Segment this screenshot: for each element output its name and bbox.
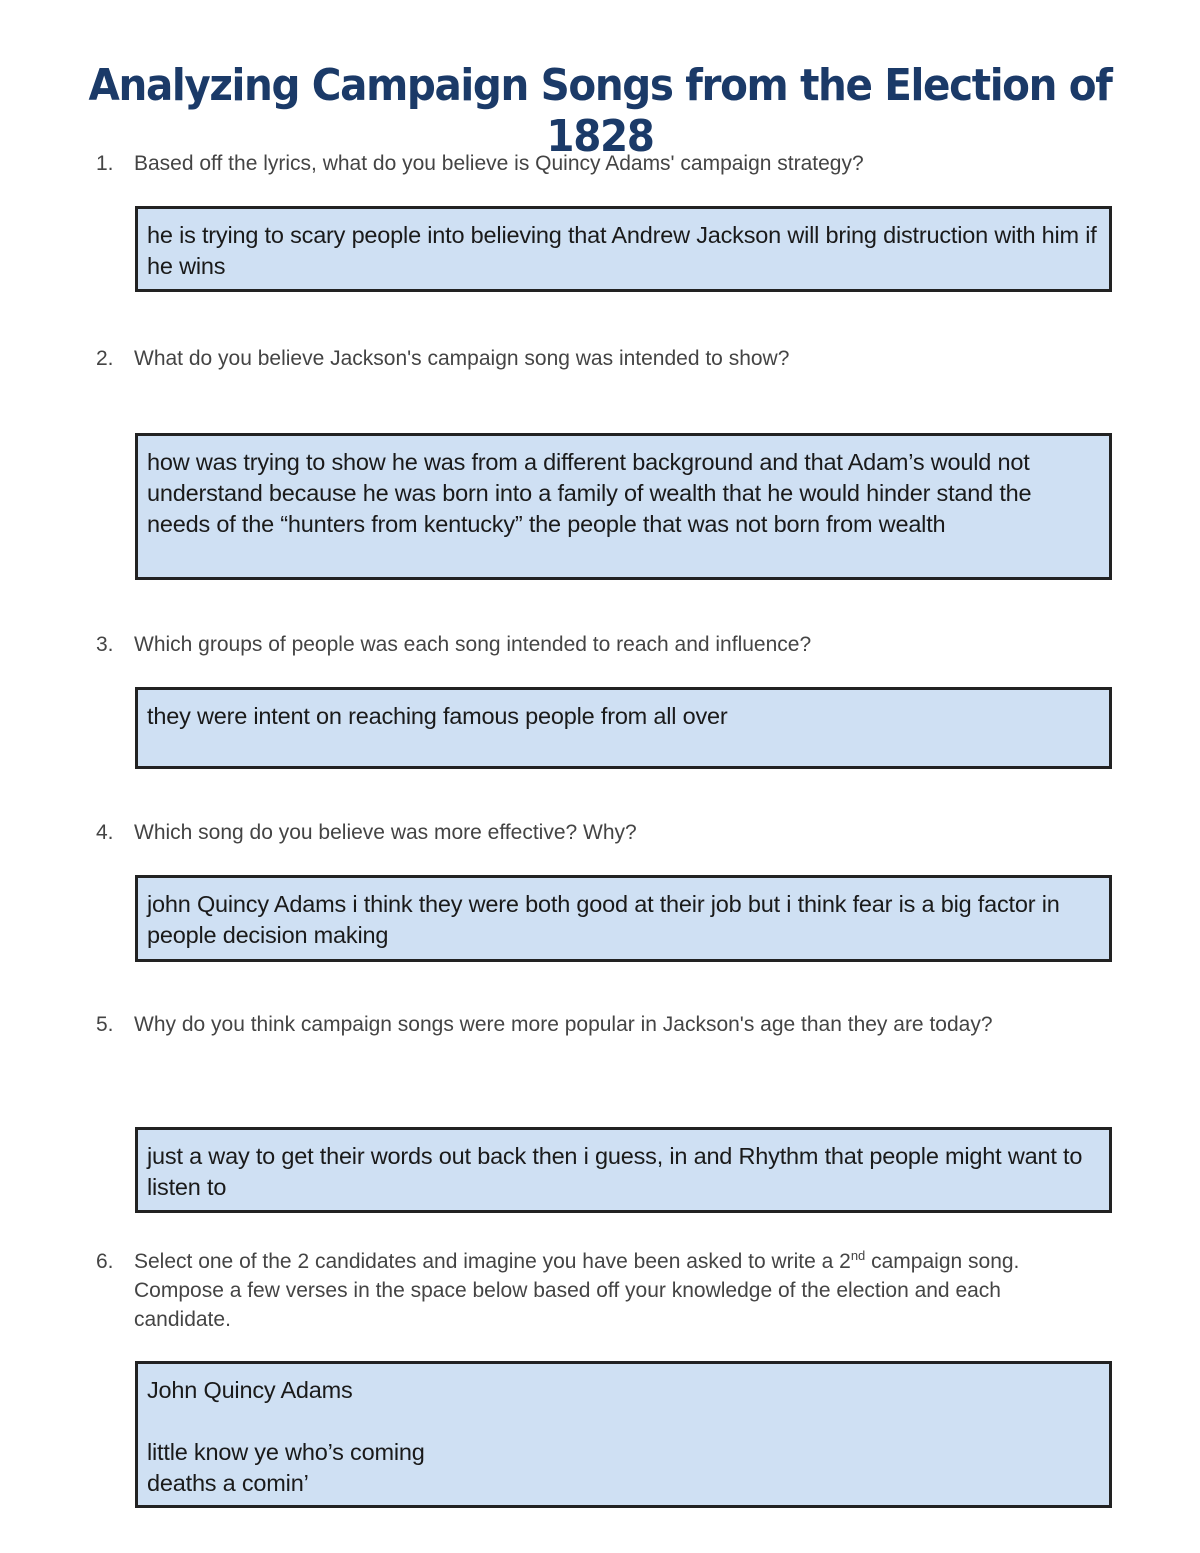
answer-text: just a way to get their words out back then i guess, in and Rhythm that people might want to listen to (147, 1143, 1083, 1200)
question-number: 5. (96, 1013, 114, 1036)
answer-box-2[interactable] (135, 433, 1112, 580)
answer-box-6[interactable] (135, 1361, 1112, 1508)
question-text: What do you believe Jackson's campaign song was intended to show? (134, 347, 790, 370)
question-text: Why do you think campaign songs were more popular in Jackson's age than they are today? (134, 1013, 993, 1036)
answer-text: he is trying to scary people into believing that Andrew Jackson will bring distruction with him if he wins (147, 222, 1097, 279)
answer-line: little know ye who’s coming (147, 1439, 425, 1465)
question-number: 6. (96, 1250, 114, 1273)
answer-line: John Quincy Adams (147, 1377, 353, 1403)
question-number: 4. (96, 821, 114, 844)
question-6 (96, 1247, 1076, 1334)
question-text: Select one of the 2 candidates and imagine you have been asked to write a 2nd campaign song. Compose a few verses in the space below based off your knowledge of the election and each candidate. (134, 1248, 1020, 1331)
question-text: Which groups of people was each song intended to reach and influence? (134, 633, 812, 656)
question-number: 1. (96, 152, 114, 175)
question-number: 3. (96, 633, 114, 656)
answer-box-5[interactable] (135, 1127, 1112, 1213)
answer-text: john Quincy Adams i think they were both good at their job but i think fear is a big factor in people decision making (147, 891, 1060, 948)
answer-box-4[interactable] (135, 875, 1112, 962)
question-text: Based off the lyrics, what do you believe is Quincy Adams' campaign strategy? (134, 152, 864, 175)
superscript-suffix: nd (850, 1248, 866, 1263)
question-5 (96, 1010, 1076, 1039)
answer-box-1[interactable] (135, 206, 1112, 292)
question-number: 2. (96, 347, 114, 370)
answer-text: how was trying to show he was from a different background and that Adam’s would not understand because he was born into a family of wealth that he would hinder stand the needs of the “hunters from kentucky” the people that was not born from wealth (147, 449, 1032, 537)
answer-box-3[interactable] (135, 687, 1112, 769)
question-2 (96, 344, 1076, 373)
question-4 (96, 818, 1076, 847)
question-3 (96, 630, 1076, 659)
answer-line (147, 1406, 1099, 1437)
answer-text: they were intent on reaching famous people from all over (147, 703, 728, 729)
page-title: Analyzing Campaign Songs from the Election of 1828 (88, 60, 1112, 162)
question-1 (96, 149, 1076, 178)
question-text: Which song do you believe was more effective? Why? (134, 821, 637, 844)
answer-line: deaths a comin’ (147, 1470, 309, 1496)
